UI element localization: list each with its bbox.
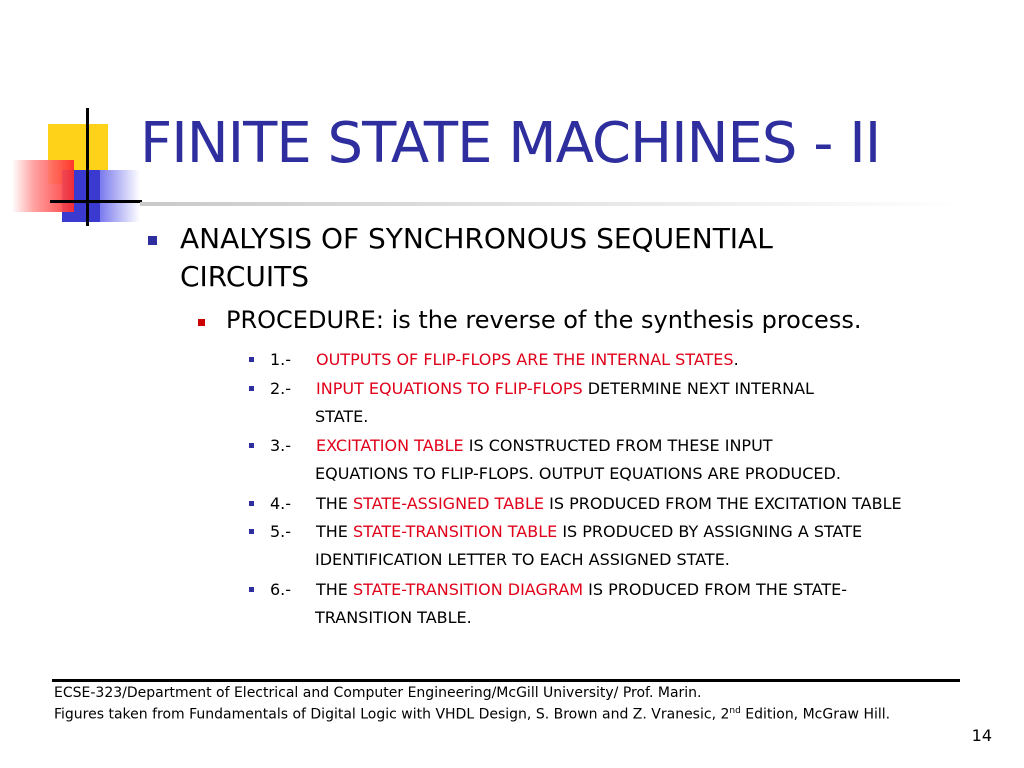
step-text: IS PRODUCED FROM THE STATE-: [583, 580, 848, 599]
corner-decoration: [0, 100, 140, 230]
footer-line2-suffix: Edition, McGraw Hill.: [740, 706, 891, 723]
step-highlight: EXCITATION TABLE: [316, 436, 464, 455]
step-bullet-icon: [249, 386, 254, 391]
step-number: 4.-: [270, 494, 292, 513]
vertical-line-decoration: [86, 108, 89, 226]
step-continuation: IDENTIFICATION LETTER TO EACH ASSIGNED STATE.: [315, 550, 730, 569]
step-text: IS PRODUCED BY ASSIGNING A STATE: [557, 522, 863, 541]
bullet-level1-text: ANALYSIS OF SYNCHRONOUS SEQUENTIAL CIRCUITS: [180, 222, 773, 293]
bullet-level1-icon: [148, 236, 157, 245]
step-text: IS PRODUCED FROM THE EXCITATION TABLE: [544, 494, 902, 513]
step-highlight: STATE-ASSIGNED TABLE: [353, 494, 545, 513]
step-continuation: STATE.: [315, 407, 369, 426]
step-number: 6.-: [270, 580, 292, 599]
step-item: [270, 432, 841, 488]
bullet-level2-icon: [198, 319, 205, 326]
step-prefix: THE: [316, 580, 353, 599]
step-number: 3.-: [270, 436, 292, 455]
step-number: 1.-: [270, 350, 292, 369]
step-item: [270, 346, 739, 374]
step-highlight: STATE-TRANSITION TABLE: [353, 522, 558, 541]
step-number: 5.-: [270, 522, 292, 541]
step-number: 2.-: [270, 379, 292, 398]
footer-line2-text: Figures taken from Fundamentals of Digital Logic with VHDL Design, S. Brown and Z. Vranesic, 2: [54, 706, 730, 723]
fade-square-decoration: [100, 170, 140, 222]
step-item: [270, 518, 862, 574]
step-highlight: STATE-TRANSITION DIAGRAM: [353, 580, 584, 599]
step-text: DETERMINE NEXT INTERNAL: [582, 379, 814, 398]
step-bullet-icon: [249, 529, 254, 534]
step-highlight: INPUT EQUATIONS TO FLIP-FLOPS: [316, 379, 583, 398]
horizontal-line-decoration: [50, 200, 142, 203]
step-bullet-icon: [249, 357, 254, 362]
step-prefix: THE: [316, 494, 353, 513]
step-bullet-icon: [249, 501, 254, 506]
page-number: 14: [971, 726, 992, 745]
bullet-level2-text: PROCEDURE: is the reverse of the synthesis process.: [226, 306, 862, 334]
footer-line1: ECSE-323/Department of Electrical and Computer Engineering/McGill University/ Prof. Marin.: [54, 685, 702, 701]
footer-line2: [54, 706, 890, 723]
step-prefix: THE: [316, 522, 353, 541]
slide-title: FINITE STATE MACHINES - II: [140, 111, 881, 176]
step-continuation: EQUATIONS TO FLIP-FLOPS. OUTPUT EQUATIONS ARE PRODUCED.: [315, 464, 841, 483]
footer-superscript: nd: [729, 706, 741, 716]
step-bullet-icon: [249, 443, 254, 448]
red-square-decoration: [12, 160, 74, 212]
footer-rule: [52, 679, 960, 682]
step-item: [270, 375, 814, 431]
step-text: IS CONSTRUCTED FROM THESE INPUT: [463, 436, 773, 455]
step-highlight: OUTPUTS OF FLIP-FLOPS ARE THE INTERNAL STATES: [316, 350, 734, 369]
step-item: [270, 576, 847, 632]
step-text: .: [733, 350, 739, 369]
title-underline: [140, 202, 960, 206]
step-continuation: TRANSITION TABLE.: [315, 608, 472, 627]
step-bullet-icon: [249, 587, 254, 592]
step-item: [270, 490, 902, 518]
